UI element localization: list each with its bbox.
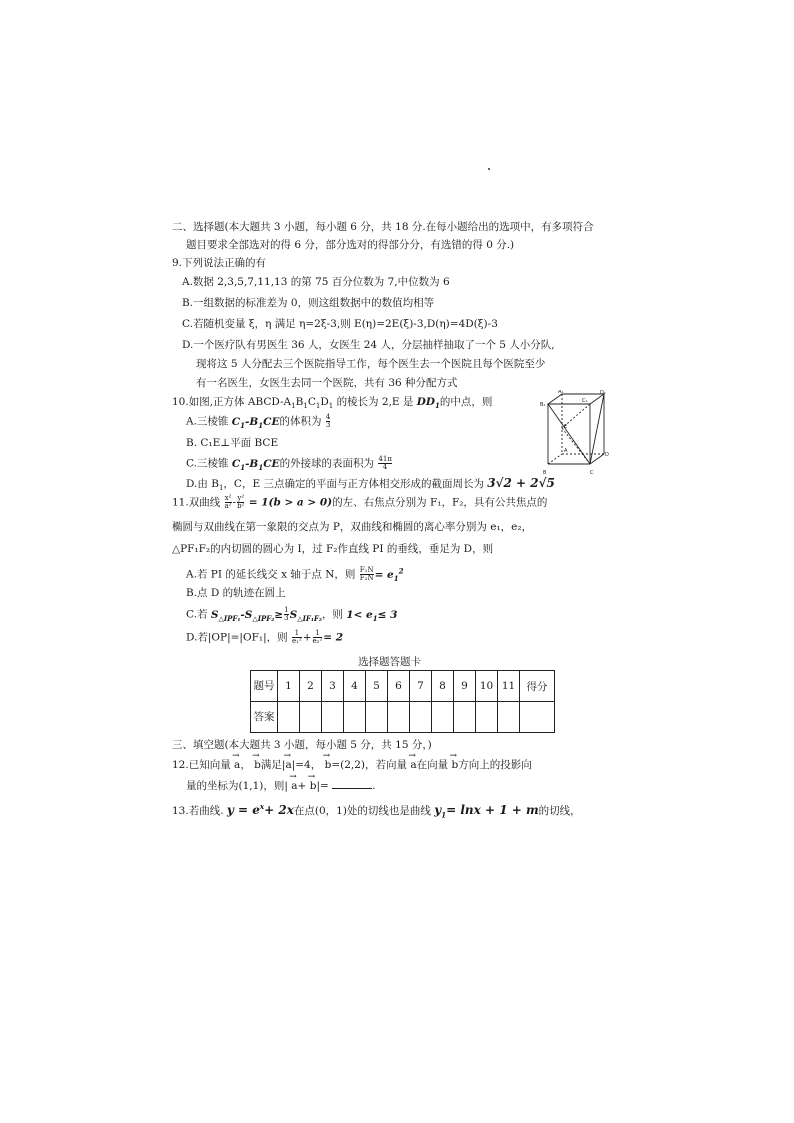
answer-card-title: 选择题答题卡 bbox=[358, 656, 421, 668]
section3-header: 三、填空题(本大题共 3 小题，每小题 5 分，共 15 分，) bbox=[172, 739, 432, 751]
svg-text:E: E bbox=[564, 424, 568, 430]
q10-d-pre: D.由 B bbox=[186, 478, 219, 490]
q11-line3: △PF₁F₂的内切圆的圆心为 I，过 F₂作直线 PI 的垂线，垂足为 D，则 bbox=[172, 543, 494, 555]
q10-d-post: ，C，E 三点确定的平面与正方体相交形成的截面周长为 bbox=[223, 478, 484, 490]
q12-l2-b: + bbox=[297, 780, 307, 792]
q10-stem-post: 的中点，则 bbox=[439, 396, 493, 408]
q10-option-a: A.三棱锥 $C_1-B_1CE$的体积为 $\frac{4}{3}$ bbox=[186, 413, 331, 430]
answer-card-score-label: 得分 bbox=[520, 671, 555, 702]
q10-option-b: B. C₁E⊥平面 BCE bbox=[186, 437, 279, 449]
answer-card-answer-row bbox=[251, 702, 555, 733]
q12-l1-g: 方向上的投影向 bbox=[458, 759, 532, 771]
q11-a-pre: A.若 PI 的延长线交 x 轴于点 N，则 bbox=[186, 568, 356, 581]
answer-cell[interactable] bbox=[498, 702, 520, 733]
q10-c-fraction: $\frac{41\pi}{4}$ bbox=[378, 455, 392, 471]
answer-card-number: 3 bbox=[322, 671, 344, 702]
q10-option-d: D.由 $B_1$，C，E 三点确定的平面与正方体相交形成的截面周长为 3√2 + 2√5 bbox=[186, 476, 555, 493]
q10-stem: 10.如图,正方体 ABCD-$A_1B_1C_1D_1$ 的棱长为 2,E 是 $DD_1$的中点，则 bbox=[172, 396, 493, 411]
answer-cell[interactable] bbox=[454, 702, 476, 733]
answer-card-number: 1 bbox=[278, 671, 300, 702]
q11-d-pre: D.若|OP|=|OF₁|，则 bbox=[186, 631, 288, 644]
answer-card-number: 9 bbox=[454, 671, 476, 702]
q10-c-post: 的外接球的表面积为 bbox=[279, 457, 375, 470]
q11-stem-post: 的左、右焦点分别为 F₁，F₂，具有公共焦点的 bbox=[332, 496, 548, 509]
q13-post: 的切线， bbox=[538, 805, 581, 817]
q11-option-d: D.若|OP|=|OF₁|，则 $\frac{1}{\text{e₁²}}$ + $\frac{1}{\text{e₂²}}$ = 2 bbox=[186, 629, 344, 645]
q13-mid: 在点(0，1)处的切线也是曲线 bbox=[293, 805, 431, 817]
q10-d-value: 3√2 + 2√5 bbox=[487, 476, 555, 490]
q12-answer-blank[interactable] bbox=[332, 778, 372, 789]
cube-top-face bbox=[548, 394, 604, 404]
q11-c-post: ，则 bbox=[321, 608, 343, 621]
answer-cell[interactable] bbox=[388, 702, 410, 733]
answer-cell[interactable] bbox=[432, 702, 454, 733]
answer-card-number: 11 bbox=[498, 671, 520, 702]
q13-pre: 13.若曲线. bbox=[172, 805, 224, 817]
q10-c-pre: C.三棱锥 bbox=[186, 457, 229, 470]
svg-text:C₁: C₁ bbox=[582, 398, 588, 404]
q11-stem: 11.双曲线 $\frac{\text{x²}}{\text{a²}}$ - $\frac{\text{y²}}{\text{b²}}$ = 1(b > a > 0)的左、右焦点分别为 F₁，F₂，具有公共焦点的 bbox=[172, 494, 548, 510]
answer-cell[interactable] bbox=[366, 702, 388, 733]
q12-line1: 12.已知向量 → a， → b满足|→ a|=4， → b=(2,2)，若向量 → a在向量 → b方向上的投影向 bbox=[172, 758, 532, 772]
score-cell[interactable] bbox=[520, 702, 555, 733]
q11-option-b: B.点 D 的轨迹在圆上 bbox=[186, 587, 286, 599]
q10-stem-pre: 10.如图,正方体 ABCD-A bbox=[172, 396, 292, 408]
svg-text:C: C bbox=[590, 470, 594, 476]
svg-text:A: A bbox=[564, 448, 568, 454]
q12-l1-d: |=4， bbox=[291, 759, 322, 771]
answer-card-number: 6 bbox=[388, 671, 410, 702]
answer-cell[interactable] bbox=[344, 702, 366, 733]
q10-option-c: C.三棱锥 $C_1-B_1CE$的外接球的表面积为 $\frac{41\pi}{4}$ bbox=[186, 455, 392, 472]
svg-text:B₁: B₁ bbox=[540, 402, 546, 408]
section2-header-line2: 题目要求全部选对的得 6 分，部分选对的得部分分，有选错的得 0 分.) bbox=[186, 239, 515, 251]
answer-card-table bbox=[250, 670, 555, 733]
answer-cell[interactable] bbox=[300, 702, 322, 733]
answer-card-number-row bbox=[251, 671, 555, 702]
q10-a-fraction: $\frac{4}{3}$ bbox=[325, 413, 331, 429]
q12-l2-a: 量的坐标为(1,1)，则| bbox=[186, 780, 288, 792]
q9-option-d-line1: D.一个医疗队有男医生 36 人，女医生 24 人，分层抽样抽取了一个 5 人小分队, bbox=[182, 339, 555, 351]
q12-l1-a: 12.已知向量 bbox=[172, 759, 231, 771]
svg-text:D₁: D₁ bbox=[600, 390, 606, 396]
q10-a-pre: A.三棱锥 bbox=[186, 415, 229, 428]
q13-line: 13.若曲线. $y = e^x+ 2x$在点(0，1)处的切线也是曲线 $y_1= \ln x + 1 + m$的切线， bbox=[172, 802, 581, 820]
answer-cell[interactable] bbox=[410, 702, 432, 733]
answer-card-number: 10 bbox=[476, 671, 498, 702]
q12-l1-c: 满足| bbox=[260, 759, 286, 771]
svg-text:D: D bbox=[605, 452, 609, 458]
q9-option-d-line3: 有一名医生，女医生去同一个医院，共有 36 种分配方式 bbox=[196, 377, 458, 389]
q12-l1-f: 在向量 bbox=[416, 759, 449, 771]
svg-text:B: B bbox=[543, 470, 547, 476]
q11-line2: 椭圆与双曲线在第一象限的交点为 P，双曲线和椭圆的离心率分别为 e₁，e₂， bbox=[172, 521, 533, 533]
answer-card-row1-label: 题号 bbox=[251, 671, 278, 702]
q12-l1-b: ， bbox=[240, 759, 251, 771]
q12-line2: 量的坐标为(1,1)，则| → a+ → b|= . bbox=[186, 778, 375, 793]
answer-card-number: 4 bbox=[344, 671, 366, 702]
scan-speck bbox=[488, 168, 490, 170]
answer-card-row2-label: 答案 bbox=[251, 702, 278, 733]
q9-option-a: A.数据 2,3,5,7,11,13 的第 75 百分位数为 7,中位数为 6 bbox=[182, 276, 450, 288]
q11-c-pre: C.若 bbox=[186, 608, 208, 621]
q11-option-c: C.若 $S_{\triangle IPF_1}-S_{\triangle IPF_2}\ge$ $\frac{1}{3}$ $S_{\triangle IF_1F_2}$，则 $1< e_1\le 3$ bbox=[186, 606, 398, 623]
q10-a-post: 的体积为 bbox=[279, 415, 322, 428]
q10-stem-mid: 的棱长为 2,E 是 bbox=[336, 396, 414, 408]
q9-option-c: C.若随机变量 ξ，η 满足 η=2ξ-3,则 E(η)=2E(ξ)-3,D(η)=4D(ξ)-3 bbox=[182, 318, 498, 330]
answer-cell[interactable] bbox=[476, 702, 498, 733]
q9-option-b: B.一组数据的标准差为 0，则这组数据中的数值均相等 bbox=[182, 297, 435, 309]
section2-header-line1: 二、选择题(本大题共 3 小题，每小题 6 分，共 18 分.在每小题给出的选项中，有多项符合 bbox=[172, 221, 594, 233]
answer-card-number: 2 bbox=[300, 671, 322, 702]
q12-l1-e: =(2,2)，若向量 bbox=[331, 759, 408, 771]
svg-text:A₁: A₁ bbox=[558, 390, 564, 395]
answer-card-number: 5 bbox=[366, 671, 388, 702]
answer-cell[interactable] bbox=[322, 702, 344, 733]
q9-option-d-line2: 现将这 5 人分配去三个医院指导工作，每个医生去一个医院且每个医院至少 bbox=[196, 358, 546, 370]
q11-option-a: A.若 PI 的延长线交 x 轴于点 N，则 $\frac{\text{F₁N}}{\text{F₂N}}$ = $e_1^2$ bbox=[186, 566, 404, 583]
q11-stem-pre: 11.双曲线 bbox=[172, 496, 221, 509]
answer-cell[interactable] bbox=[278, 702, 300, 733]
answer-card-number: 7 bbox=[410, 671, 432, 702]
cube-figure bbox=[538, 390, 610, 480]
q12-l2-c: |= bbox=[316, 780, 329, 792]
q9-stem: 9.下列说法正确的有 bbox=[172, 257, 267, 269]
answer-card-number: 8 bbox=[432, 671, 454, 702]
